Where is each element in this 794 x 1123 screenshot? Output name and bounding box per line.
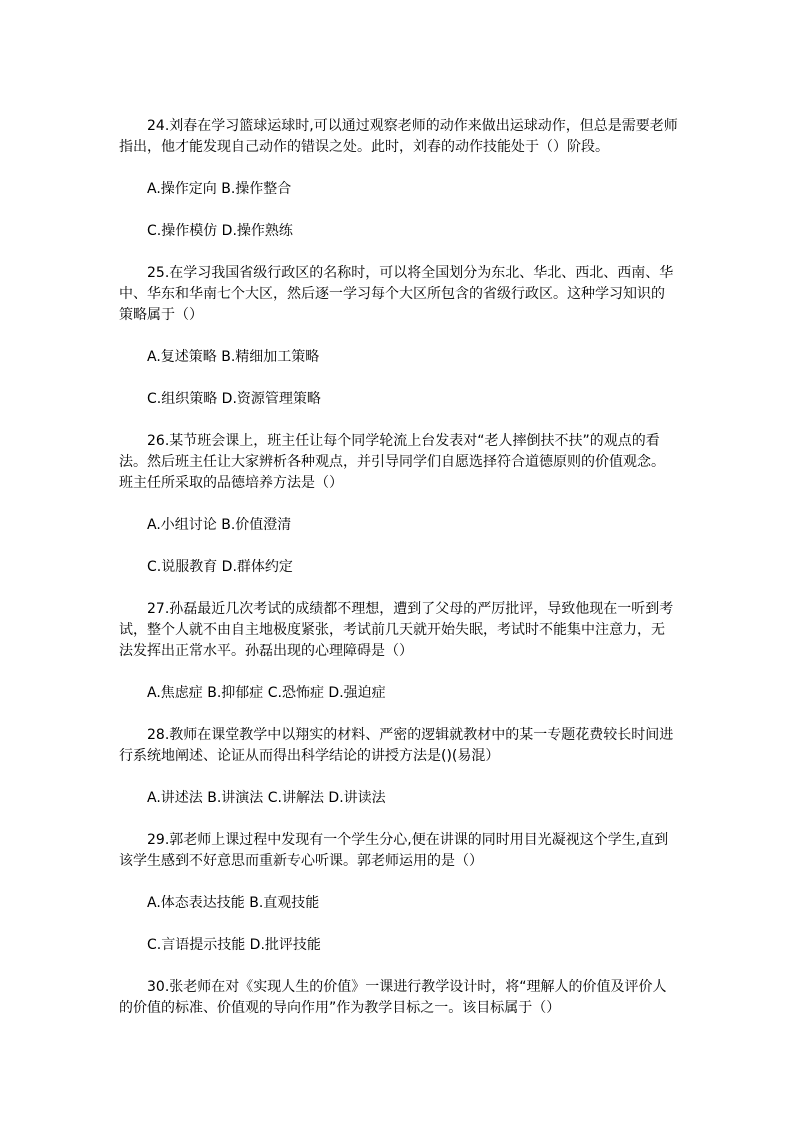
question-line: 指出，他才能发现自己动作的错误之处。此时，刘春的动作技能处于（）阶段。 <box>119 139 609 155</box>
answer-options <box>119 347 681 368</box>
question-line: 30.张老师在对《实现人生的价值》一课进行教学设计时，将“理解人的价值及评价人 <box>147 979 667 995</box>
option-line: A.焦虑症 B.抑郁症 C.恐怖症 D.强迫症 <box>147 685 386 701</box>
question-stem <box>119 116 681 158</box>
option-line: A.复述策略 B.精细加工策略 <box>147 349 320 365</box>
question-line: 法发挥出正常水平。孙磊出现的心理障碍是（） <box>119 643 413 659</box>
question-line: 班主任所采取的品德培养方法是（） <box>119 475 343 491</box>
question-stem <box>119 263 681 326</box>
answer-options <box>119 935 681 956</box>
option-line: C.操作模仿 D.操作熟练 <box>147 223 293 239</box>
answer-options <box>119 515 681 536</box>
question-stem <box>119 830 681 872</box>
question-stem <box>119 431 681 494</box>
option-line: A.体态表达技能 B.直观技能 <box>147 895 320 911</box>
option-line: C.组织策略 D.资源管理策略 <box>147 391 321 407</box>
question-stem <box>119 725 681 767</box>
answer-options <box>119 557 681 578</box>
question-line: 29.郭老师上课过程中发现有一个学生分心,便在讲课的同时用目光凝视这个学生,直到 <box>147 832 669 848</box>
answer-options <box>119 683 681 704</box>
answer-options <box>119 389 681 410</box>
question-line: 策略属于（） <box>119 307 203 323</box>
question-line: 行系统地阐述、论证从而得出科学结论的讲授方法是()(易混） <box>119 748 500 764</box>
question-line: 28.教师在课堂教学中以翔实的材料、严密的逻辑就教材中的某一专题花费较长时间进 <box>147 727 674 743</box>
question-line: 法。然后班主任让大家辨析各种观点，并引导同学们自愿选择符合道德原则的价值观念。 <box>119 454 665 470</box>
option-line: A.操作定向 B.操作整合 <box>147 181 292 197</box>
answer-options <box>119 179 681 200</box>
question-line: 25.在学习我国省级行政区的名称时，可以将全国划分为东北、华北、西北、西南、华 <box>147 265 674 281</box>
option-line: C.言语提示技能 D.批评技能 <box>147 937 321 953</box>
question-line: 试，整个人就不由自主地极度紧张，考试前几天就开始失眠，考试时不能集中注意力，无 <box>119 622 665 638</box>
question-line: 27.孙磊最近几次考试的成绩都不理想，遭到了父母的严厉批评，导致他现在一听到考 <box>147 601 674 617</box>
question-line: 的价值的标准、价值观的导向作用”作为教学目标之一。该目标属于（） <box>119 1000 561 1016</box>
option-line: A.讲述法 B.讲演法 C.讲解法 D.讲读法 <box>147 790 386 806</box>
option-line: A.小组讨论 B.价值澄清 <box>147 517 292 533</box>
question-line: 该学生感到不好意思而重新专心听课。郭老师运用的是（） <box>119 853 483 869</box>
option-line: C.说服教育 D.群体约定 <box>147 559 293 575</box>
answer-options <box>119 893 681 914</box>
question-line: 中、华东和华南七个大区，然后逐一学习每个大区所包含的省级行政区。这种学习知识的 <box>119 286 665 302</box>
question-line: 24.刘春在学习篮球运球时,可以通过观察老师的动作来做出运球动作，但总是需要老师 <box>147 118 678 134</box>
question-stem <box>119 599 681 662</box>
answer-options <box>119 221 681 242</box>
answer-options <box>119 788 681 809</box>
question-line: 26.某节班会课上，班主任让每个同学轮流上台发表对“老人摔倒扶不扶”的观点的看 <box>147 433 660 449</box>
question-stem <box>119 977 681 1019</box>
document-page <box>119 116 681 1040</box>
